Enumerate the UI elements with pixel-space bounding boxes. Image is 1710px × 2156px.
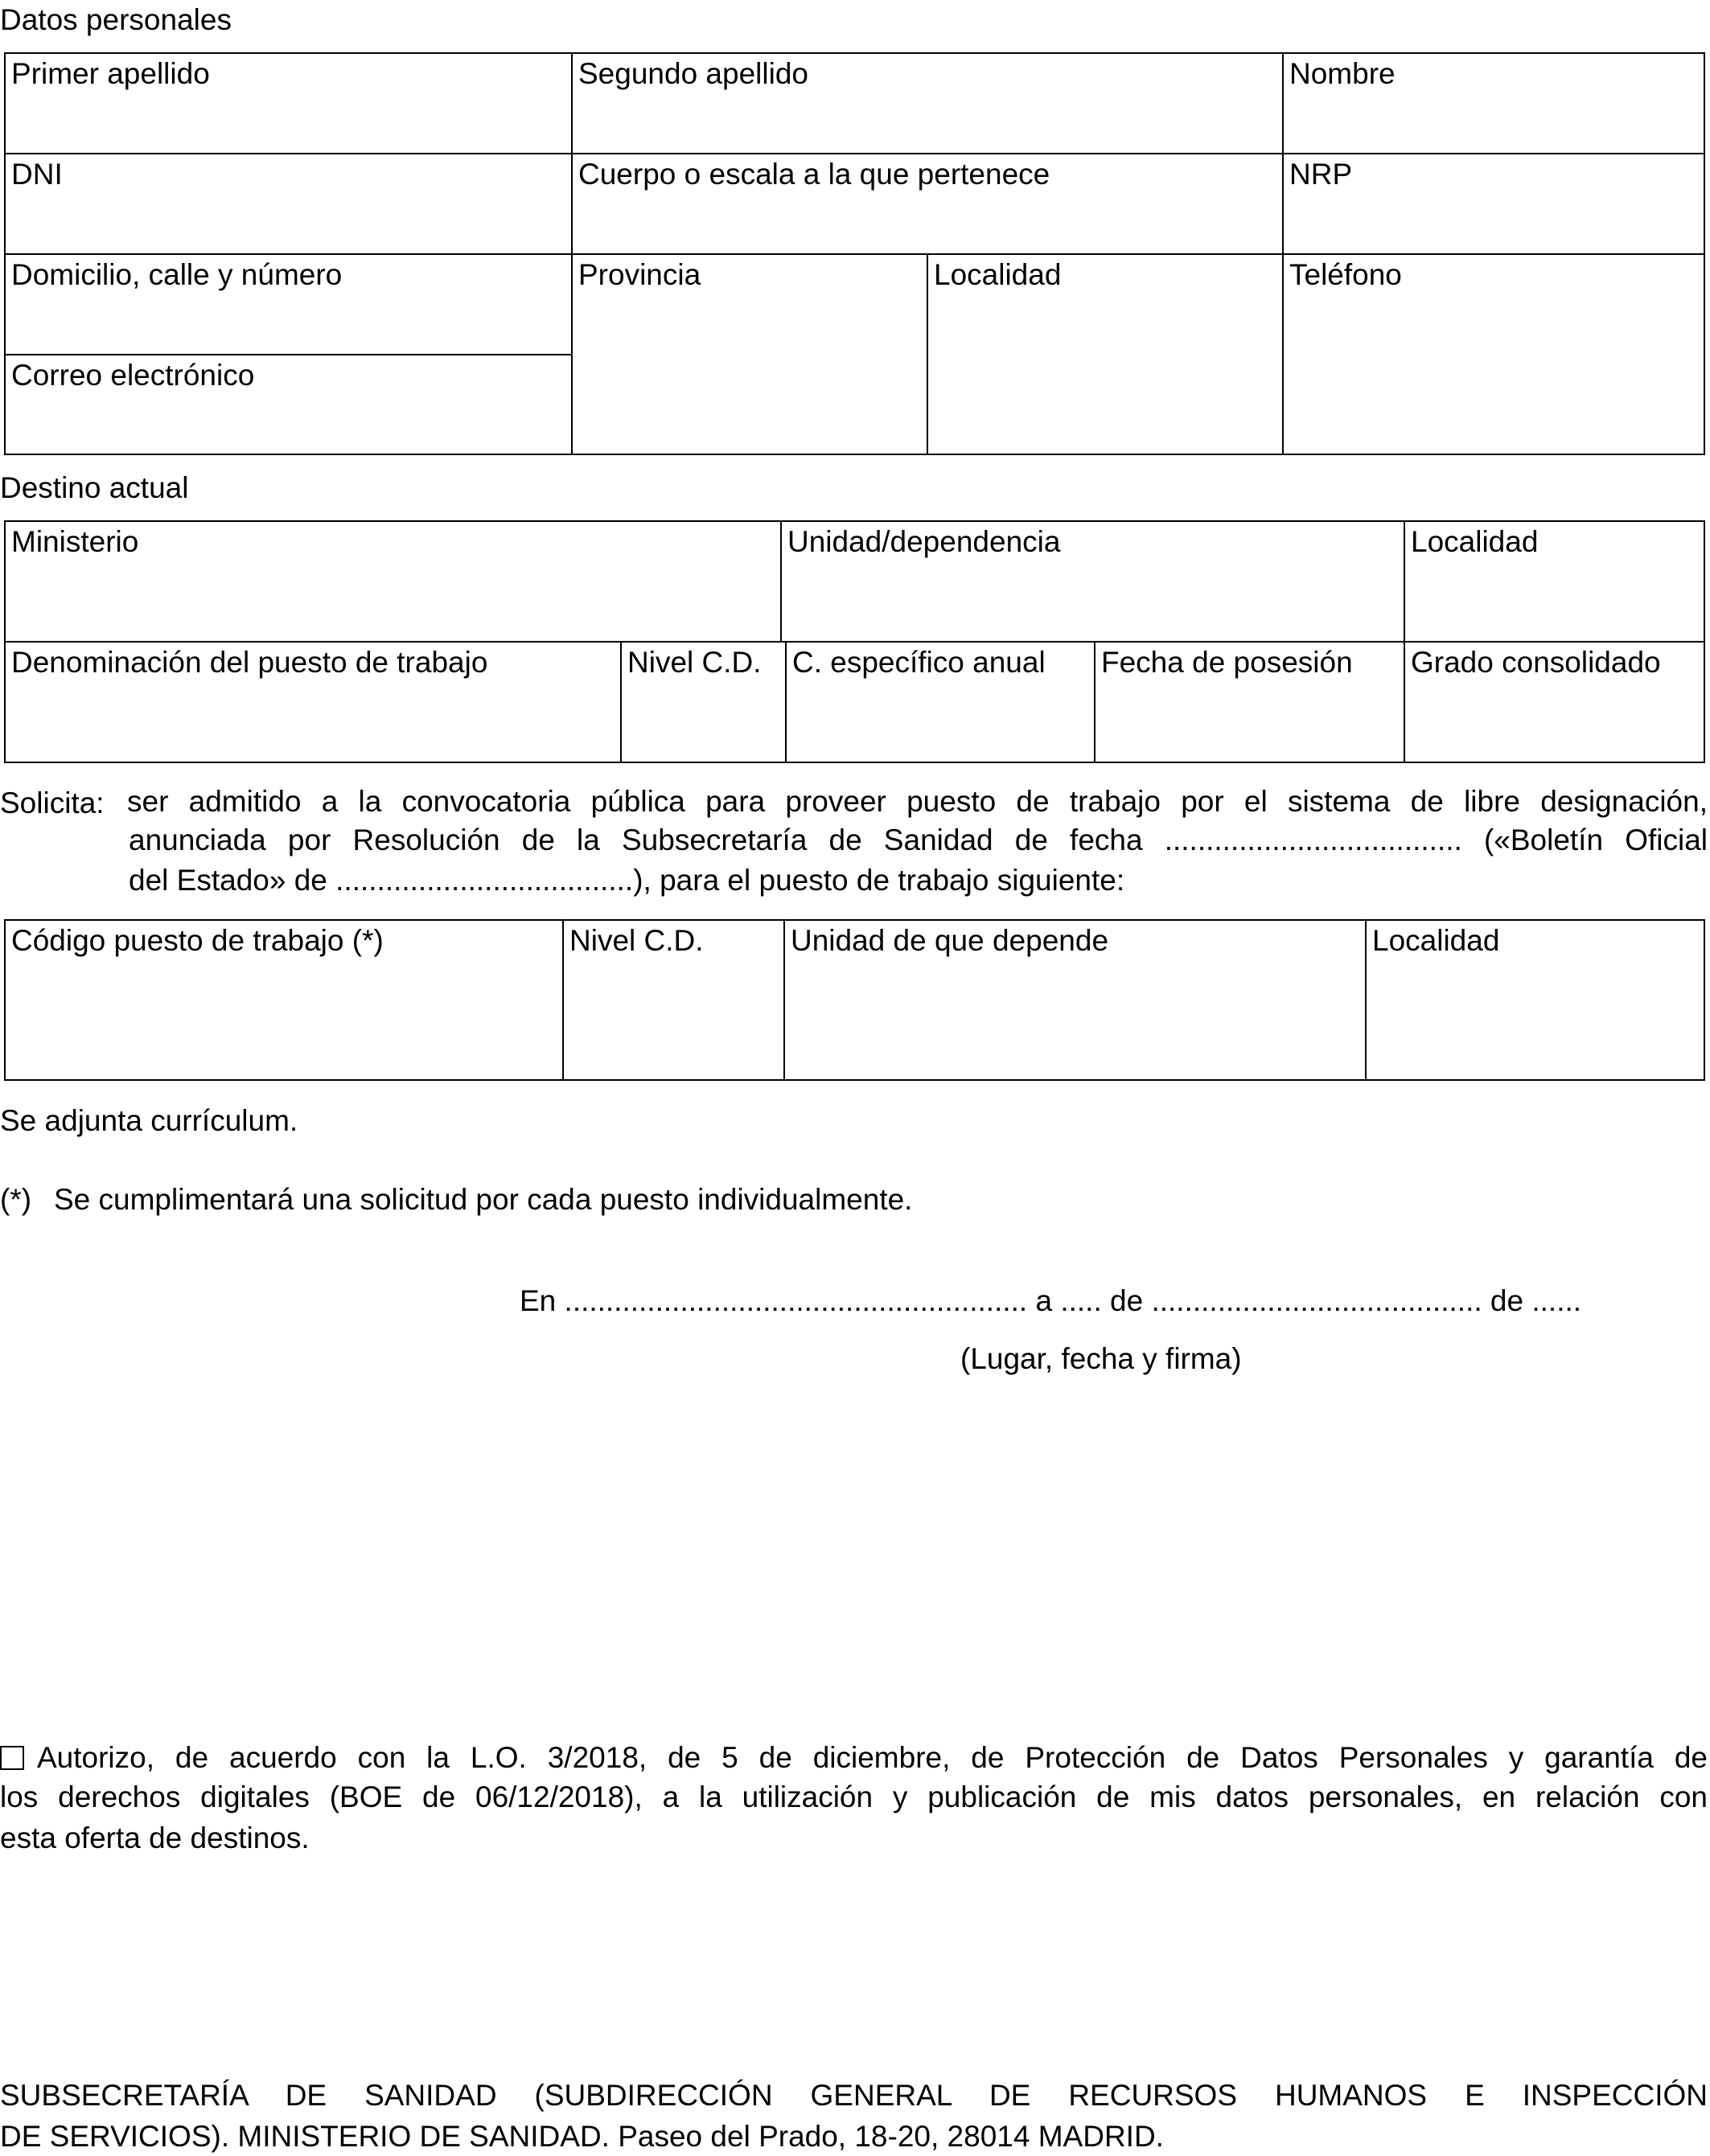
- field-label: Código puesto de trabajo (*): [11, 924, 384, 957]
- field-nivel-cd[interactable]: [622, 643, 787, 762]
- field-nombre[interactable]: [1284, 54, 1704, 154]
- destino-actual-table: [4, 520, 1705, 763]
- adjunta-curriculum: Se adjunta currículum.: [0, 1104, 298, 1137]
- autorizo-text-1: Autorizo, de acuerdo con la L.O. 3/2018, de 5 de diciembre, de Protección de Datos Personales y garantía de: [37, 1741, 1708, 1774]
- field-label: Localidad: [934, 258, 1062, 291]
- field-telefono[interactable]: [1284, 255, 1704, 454]
- field-label: Denominación del puesto de trabajo: [11, 646, 488, 679]
- firma-caption: (Lugar, fecha y firma): [960, 1342, 1242, 1375]
- section-title-destino-actual: Destino actual: [0, 471, 189, 504]
- field-localidad-puesto[interactable]: [1367, 921, 1704, 1079]
- field-label: Nivel C.D.: [569, 924, 704, 957]
- puesto-solicitado-table: [4, 919, 1705, 1081]
- field-domicilio[interactable]: [6, 255, 573, 355]
- field-label: Primer apellido: [11, 57, 210, 90]
- field-label: NRP: [1289, 158, 1353, 191]
- field-label: Ministerio: [11, 525, 139, 558]
- firma-line: En ........................................................ a ..... de ........................................ de ......: [520, 1284, 1582, 1317]
- solicita-line-2: anunciada por Resolución de la Subsecretaría de Sanidad de fecha .................................... («Boletín Oficial: [129, 823, 1708, 856]
- field-dni[interactable]: [6, 154, 573, 255]
- autorizo-line-3: esta oferta de destinos.: [0, 1821, 310, 1854]
- field-label: Teléfono: [1289, 258, 1402, 291]
- field-nrp[interactable]: [1284, 154, 1704, 255]
- field-ministerio[interactable]: [6, 522, 782, 643]
- field-label: Correo electrónico: [11, 359, 255, 392]
- field-label: Provincia: [578, 258, 701, 291]
- field-label: Localidad: [1372, 924, 1500, 957]
- solicita-line-3: del Estado» de ....................................), para el puesto de trabajo siguiente:: [129, 864, 1125, 897]
- footer-line-1: SUBSECRETARÍA DE SANIDAD (SUBDIRECCIÓN GENERAL DE RECURSOS HUMANOS E INSPECCIÓN: [0, 2079, 1708, 2112]
- autorizo-checkbox[interactable]: [0, 1746, 24, 1770]
- field-nivel-cd-puesto[interactable]: [564, 921, 785, 1079]
- solicita-line-1: ser admitido a la convocatoria pública para proveer puesto de trabajo por el sistema de libre designación,: [127, 785, 1708, 818]
- section-title-datos-personales: Datos personales: [0, 3, 232, 36]
- field-codigo-puesto[interactable]: [6, 921, 564, 1079]
- field-especifico-anual[interactable]: [787, 643, 1095, 762]
- field-label: Segundo apellido: [578, 57, 808, 90]
- field-cuerpo-escala[interactable]: [573, 154, 1284, 255]
- nota-text: Se cumplimentará una solicitud por cada puesto individualmente.: [54, 1183, 913, 1216]
- field-label: C. específico anual: [792, 646, 1046, 679]
- field-label: Cuerpo o escala a la que pertenece: [578, 158, 1050, 191]
- nota-mark: (*): [0, 1183, 32, 1216]
- field-label: Unidad de que depende: [791, 924, 1109, 957]
- field-correo-electronico[interactable]: [6, 355, 573, 454]
- personal-data-table: [4, 52, 1705, 455]
- field-grado-consolidado[interactable]: [1405, 643, 1704, 762]
- autorizo-line-2: los derechos digitales (BOE de 06/12/2018), a la utilización y publicación de mis datos personales, en relación con: [0, 1780, 1708, 1813]
- field-primer-apellido[interactable]: [6, 54, 573, 154]
- field-label: Nombre: [1289, 57, 1396, 90]
- field-label: Domicilio, calle y número: [11, 258, 343, 291]
- field-label: Fecha de posesión: [1101, 646, 1353, 679]
- field-label: Localidad: [1411, 525, 1539, 558]
- field-denominacion-puesto[interactable]: [6, 643, 622, 762]
- field-segundo-apellido[interactable]: [573, 54, 1284, 154]
- autorizo-line-1: [0, 1739, 1708, 1777]
- field-label: Unidad/dependencia: [787, 525, 1061, 558]
- field-provincia[interactable]: [573, 255, 928, 454]
- field-fecha-posesion[interactable]: [1095, 643, 1405, 762]
- field-localidad-destino[interactable]: [1405, 522, 1704, 643]
- solicita-label: Solicita:: [0, 786, 105, 819]
- field-unidad-dependencia[interactable]: [782, 522, 1405, 643]
- field-label: DNI: [11, 158, 63, 191]
- field-unidad-depende[interactable]: [785, 921, 1367, 1079]
- field-label: Nivel C.D.: [627, 646, 762, 679]
- field-label: Grado consolidado: [1411, 646, 1661, 679]
- footer-line-2: DE SERVICIOS). MINISTERIO DE SANIDAD. Paseo del Prado, 18-20, 28014 MADRID.: [0, 2120, 1164, 2153]
- field-localidad[interactable]: [928, 255, 1284, 454]
